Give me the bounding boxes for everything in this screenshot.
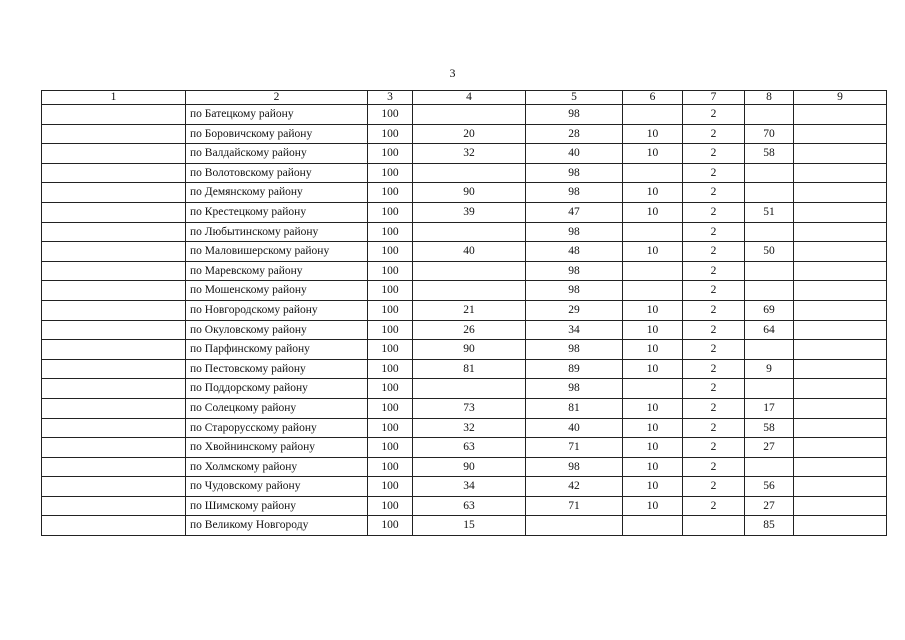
col4-cell: 15 <box>413 516 526 536</box>
row-col1-cell <box>42 340 186 360</box>
col6-cell <box>623 163 683 183</box>
table-row <box>42 398 887 418</box>
col7-cell: 2 <box>683 359 745 379</box>
col5-cell: 89 <box>526 359 623 379</box>
col5-cell: 98 <box>526 379 623 399</box>
col6-cell: 10 <box>623 124 683 144</box>
col8-cell <box>745 281 794 301</box>
row-col1-cell <box>42 144 186 164</box>
column-header: 7 <box>683 91 745 105</box>
col4-cell: 81 <box>413 359 526 379</box>
col4-cell <box>413 222 526 242</box>
col9-cell <box>794 516 887 536</box>
col5-cell: 71 <box>526 438 623 458</box>
col3-cell: 100 <box>368 261 413 281</box>
col8-cell <box>745 163 794 183</box>
col9-cell <box>794 438 887 458</box>
col7-cell: 2 <box>683 418 745 438</box>
col3-cell: 100 <box>368 222 413 242</box>
col6-cell: 10 <box>623 144 683 164</box>
table-row <box>42 457 887 477</box>
col3-cell: 100 <box>368 477 413 497</box>
col3-cell: 100 <box>368 438 413 458</box>
row-col1-cell <box>42 359 186 379</box>
col8-cell <box>745 379 794 399</box>
col3-cell: 100 <box>368 144 413 164</box>
col7-cell: 2 <box>683 300 745 320</box>
col5-cell: 98 <box>526 163 623 183</box>
district-name-cell: по Чудовскому району <box>186 477 368 497</box>
col5-cell: 40 <box>526 144 623 164</box>
col4-cell: 40 <box>413 242 526 262</box>
column-header: 3 <box>368 91 413 105</box>
district-name-cell: по Батецкому району <box>186 105 368 125</box>
col6-cell <box>623 261 683 281</box>
col3-cell: 100 <box>368 516 413 536</box>
district-name-cell: по Мошенскому району <box>186 281 368 301</box>
col4-cell: 73 <box>413 398 526 418</box>
table-row <box>42 144 887 164</box>
col6-cell <box>623 379 683 399</box>
col9-cell <box>794 261 887 281</box>
col3-cell: 100 <box>368 379 413 399</box>
row-col1-cell <box>42 398 186 418</box>
district-name-cell: по Старорусскому району <box>186 418 368 438</box>
district-name-cell: по Парфинскому району <box>186 340 368 360</box>
table-row <box>42 261 887 281</box>
col4-cell: 63 <box>413 438 526 458</box>
col9-cell <box>794 379 887 399</box>
col7-cell <box>683 516 745 536</box>
row-col1-cell <box>42 222 186 242</box>
district-name-cell: по Любытинскому району <box>186 222 368 242</box>
district-name-cell: по Холмскому району <box>186 457 368 477</box>
row-col1-cell <box>42 281 186 301</box>
row-col1-cell <box>42 163 186 183</box>
col3-cell: 100 <box>368 496 413 516</box>
col9-cell <box>794 398 887 418</box>
col7-cell: 2 <box>683 163 745 183</box>
col3-cell: 100 <box>368 183 413 203</box>
col7-cell: 2 <box>683 261 745 281</box>
col7-cell: 2 <box>683 242 745 262</box>
column-header: 2 <box>186 91 368 105</box>
col9-cell <box>794 281 887 301</box>
col8-cell <box>745 183 794 203</box>
col9-cell <box>794 202 887 222</box>
col9-cell <box>794 144 887 164</box>
district-name-cell: по Пестовскому району <box>186 359 368 379</box>
col6-cell: 10 <box>623 496 683 516</box>
col9-cell <box>794 477 887 497</box>
col4-cell <box>413 261 526 281</box>
row-col1-cell <box>42 261 186 281</box>
table-row <box>42 340 887 360</box>
col8-cell: 64 <box>745 320 794 340</box>
col5-cell: 48 <box>526 242 623 262</box>
col9-cell <box>794 340 887 360</box>
district-name-cell: по Крестецкому району <box>186 202 368 222</box>
col6-cell: 10 <box>623 398 683 418</box>
table-row <box>42 202 887 222</box>
col8-cell <box>745 261 794 281</box>
district-name-cell: по Шимскому району <box>186 496 368 516</box>
col6-cell: 10 <box>623 300 683 320</box>
col5-cell: 98 <box>526 340 623 360</box>
row-col1-cell <box>42 379 186 399</box>
col7-cell: 2 <box>683 183 745 203</box>
col7-cell: 2 <box>683 340 745 360</box>
col4-cell <box>413 379 526 399</box>
col6-cell: 10 <box>623 242 683 262</box>
col9-cell <box>794 222 887 242</box>
district-name-cell: по Валдайскому району <box>186 144 368 164</box>
row-col1-cell <box>42 496 186 516</box>
col5-cell: 98 <box>526 105 623 125</box>
row-col1-cell <box>42 457 186 477</box>
col5-cell: 98 <box>526 457 623 477</box>
col6-cell: 10 <box>623 438 683 458</box>
table-row <box>42 438 887 458</box>
table-row <box>42 183 887 203</box>
col4-cell: 90 <box>413 183 526 203</box>
row-col1-cell <box>42 242 186 262</box>
col4-cell: 63 <box>413 496 526 516</box>
col6-cell: 10 <box>623 418 683 438</box>
col3-cell: 100 <box>368 320 413 340</box>
table-row <box>42 320 887 340</box>
col5-cell: 47 <box>526 202 623 222</box>
col4-cell: 90 <box>413 340 526 360</box>
column-header: 4 <box>413 91 526 105</box>
col4-cell: 20 <box>413 124 526 144</box>
col5-cell: 98 <box>526 281 623 301</box>
table-row <box>42 496 887 516</box>
row-col1-cell <box>42 202 186 222</box>
table-row <box>42 242 887 262</box>
col4-cell: 32 <box>413 418 526 438</box>
col7-cell: 2 <box>683 144 745 164</box>
row-col1-cell <box>42 124 186 144</box>
col8-cell <box>745 105 794 125</box>
col9-cell <box>794 300 887 320</box>
col9-cell <box>794 457 887 477</box>
row-col1-cell <box>42 438 186 458</box>
table-row <box>42 359 887 379</box>
district-name-cell: по Боровичскому району <box>186 124 368 144</box>
col4-cell <box>413 281 526 301</box>
col8-cell: 70 <box>745 124 794 144</box>
col7-cell: 2 <box>683 398 745 418</box>
col6-cell: 10 <box>623 457 683 477</box>
col4-cell: 32 <box>413 144 526 164</box>
col3-cell: 100 <box>368 359 413 379</box>
column-header: 5 <box>526 91 623 105</box>
col3-cell: 100 <box>368 202 413 222</box>
column-header: 6 <box>623 91 683 105</box>
col8-cell: 58 <box>745 144 794 164</box>
row-col1-cell <box>42 183 186 203</box>
col8-cell: 85 <box>745 516 794 536</box>
col5-cell: 98 <box>526 261 623 281</box>
table-row <box>42 516 887 536</box>
col5-cell: 98 <box>526 222 623 242</box>
col9-cell <box>794 320 887 340</box>
col5-cell: 40 <box>526 418 623 438</box>
col9-cell <box>794 163 887 183</box>
row-col1-cell <box>42 105 186 125</box>
row-col1-cell <box>42 477 186 497</box>
row-col1-cell <box>42 418 186 438</box>
district-name-cell: по Поддорскому району <box>186 379 368 399</box>
district-name-cell: по Демянскому району <box>186 183 368 203</box>
col6-cell: 10 <box>623 320 683 340</box>
table-row <box>42 477 887 497</box>
table-row <box>42 124 887 144</box>
district-name-cell: по Окуловскому району <box>186 320 368 340</box>
col4-cell: 39 <box>413 202 526 222</box>
district-name-cell: по Маловишерскому району <box>186 242 368 262</box>
col5-cell <box>526 516 623 536</box>
column-header: 8 <box>745 91 794 105</box>
col8-cell: 27 <box>745 496 794 516</box>
col9-cell <box>794 242 887 262</box>
table-row <box>42 281 887 301</box>
page-number: 3 <box>449 66 456 80</box>
col4-cell: 26 <box>413 320 526 340</box>
col9-cell <box>794 496 887 516</box>
table-row <box>42 379 887 399</box>
column-header: 9 <box>794 91 887 105</box>
table-row <box>42 105 887 125</box>
col5-cell: 81 <box>526 398 623 418</box>
col5-cell: 71 <box>526 496 623 516</box>
col7-cell: 2 <box>683 202 745 222</box>
col7-cell: 2 <box>683 477 745 497</box>
col3-cell: 100 <box>368 105 413 125</box>
district-name-cell: по Солецкому району <box>186 398 368 418</box>
col4-cell <box>413 105 526 125</box>
district-name-cell: по Хвойнинскому району <box>186 438 368 458</box>
district-name-cell: по Новгородскому району <box>186 300 368 320</box>
col8-cell <box>745 457 794 477</box>
col9-cell <box>794 105 887 125</box>
col8-cell: 58 <box>745 418 794 438</box>
col5-cell: 34 <box>526 320 623 340</box>
col7-cell: 2 <box>683 457 745 477</box>
col9-cell <box>794 359 887 379</box>
district-name-cell: по Волотовскому району <box>186 163 368 183</box>
col3-cell: 100 <box>368 418 413 438</box>
col6-cell: 10 <box>623 359 683 379</box>
table-body <box>42 105 887 536</box>
col3-cell: 100 <box>368 300 413 320</box>
table-row <box>42 222 887 242</box>
row-col1-cell <box>42 516 186 536</box>
col6-cell: 10 <box>623 202 683 222</box>
col4-cell: 34 <box>413 477 526 497</box>
col4-cell: 90 <box>413 457 526 477</box>
col8-cell: 9 <box>745 359 794 379</box>
col3-cell: 100 <box>368 281 413 301</box>
district-name-cell: по Маревскому району <box>186 261 368 281</box>
row-col1-cell <box>42 320 186 340</box>
col9-cell <box>794 418 887 438</box>
col8-cell: 56 <box>745 477 794 497</box>
col7-cell: 2 <box>683 281 745 301</box>
col8-cell: 69 <box>745 300 794 320</box>
col6-cell <box>623 222 683 242</box>
col7-cell: 2 <box>683 379 745 399</box>
col7-cell: 2 <box>683 222 745 242</box>
table-row <box>42 300 887 320</box>
data-table <box>41 90 887 536</box>
col9-cell <box>794 124 887 144</box>
col7-cell: 2 <box>683 438 745 458</box>
col6-cell: 10 <box>623 183 683 203</box>
table-row <box>42 163 887 183</box>
col3-cell: 100 <box>368 124 413 144</box>
col5-cell: 28 <box>526 124 623 144</box>
col9-cell <box>794 183 887 203</box>
col7-cell: 2 <box>683 496 745 516</box>
col3-cell: 100 <box>368 398 413 418</box>
col6-cell: 10 <box>623 477 683 497</box>
col8-cell: 50 <box>745 242 794 262</box>
col5-cell: 29 <box>526 300 623 320</box>
col7-cell: 2 <box>683 105 745 125</box>
district-name-cell: по Великому Новгороду <box>186 516 368 536</box>
column-header: 1 <box>42 91 186 105</box>
table-row <box>42 418 887 438</box>
col7-cell: 2 <box>683 124 745 144</box>
col6-cell <box>623 281 683 301</box>
header-row <box>42 91 887 105</box>
col7-cell: 2 <box>683 320 745 340</box>
col8-cell <box>745 222 794 242</box>
col3-cell: 100 <box>368 340 413 360</box>
col8-cell: 51 <box>745 202 794 222</box>
col5-cell: 98 <box>526 183 623 203</box>
col8-cell: 17 <box>745 398 794 418</box>
col5-cell: 42 <box>526 477 623 497</box>
col3-cell: 100 <box>368 242 413 262</box>
col6-cell <box>623 105 683 125</box>
col6-cell: 10 <box>623 340 683 360</box>
col3-cell: 100 <box>368 163 413 183</box>
col4-cell <box>413 163 526 183</box>
col6-cell <box>623 516 683 536</box>
col4-cell: 21 <box>413 300 526 320</box>
row-col1-cell <box>42 300 186 320</box>
col8-cell <box>745 340 794 360</box>
col3-cell: 100 <box>368 457 413 477</box>
col8-cell: 27 <box>745 438 794 458</box>
